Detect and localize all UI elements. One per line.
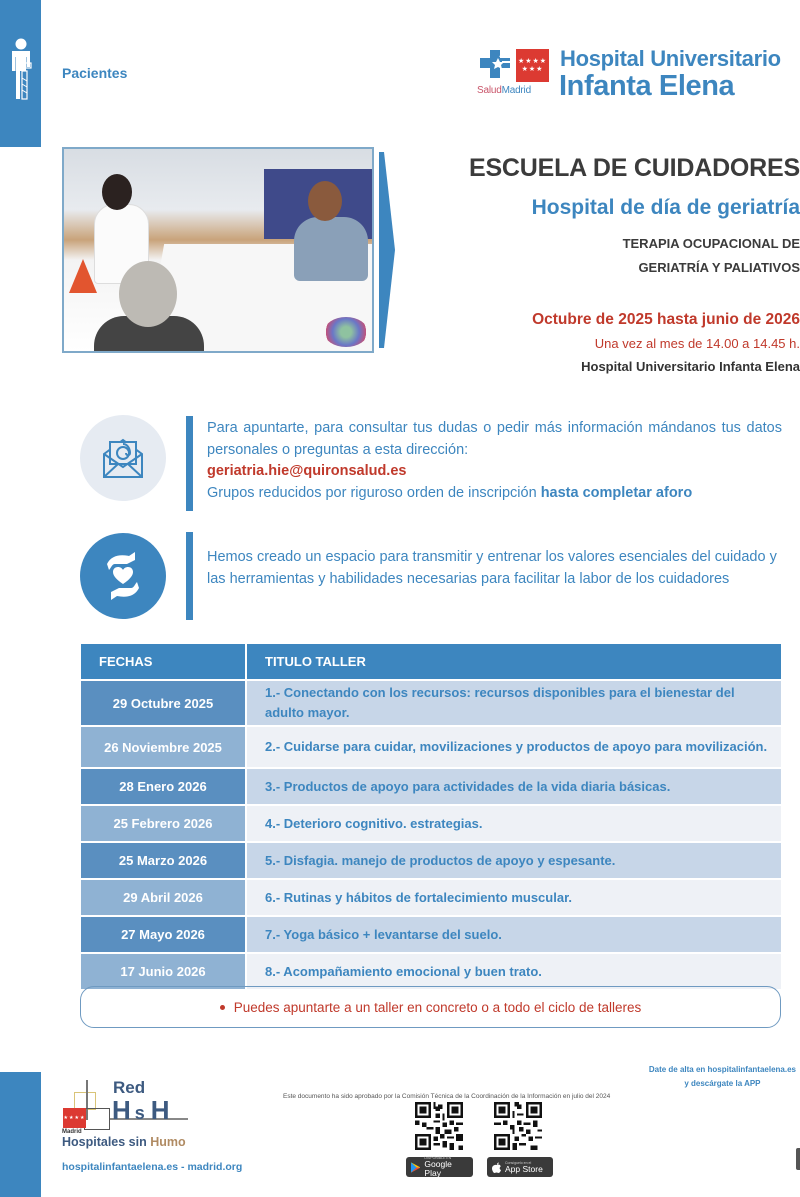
workshop-title: 3.- Productos de apoyo para actividades de la vida diaria básicas. [247, 769, 781, 804]
madrid-label: Madrid [62, 1129, 82, 1135]
photo-patient-front [94, 261, 204, 353]
care-block [80, 532, 800, 622]
hsh-red-label: Red [113, 1078, 146, 1097]
email-icon-circle [80, 415, 166, 501]
table-row [81, 917, 781, 952]
table-row [81, 843, 781, 878]
madrid-flag-icon: ★★★★ ★★★ [516, 49, 549, 82]
workshops-table [81, 642, 781, 991]
contact-intro: Para apuntarte, para consultar tus dudas o pedir más información mándanos tus datos personales o preguntas a esta dirección: [207, 420, 782, 458]
website-links[interactable]: hospitalinfantaelena.es - madrid.org [62, 1161, 243, 1173]
caring-hands-heart-icon [99, 548, 147, 604]
workshop-date: 17 Junio 2026 [81, 954, 247, 989]
workshop-note [80, 986, 781, 1028]
therapy-label [623, 232, 800, 280]
workshop-date: 28 Enero 2026 [81, 769, 247, 804]
period-text: Octubre de 2025 hasta junio de 2026 [532, 311, 800, 328]
hospitales-sin-humo-logo [62, 1078, 212, 1150]
accent-bar [186, 532, 193, 620]
app-store-button[interactable] [487, 1157, 553, 1177]
workshop-date: 29 Abril 2026 [81, 880, 247, 915]
salud-text: Salud [477, 85, 502, 96]
madrid-flag-icon: ★★★★ [63, 1108, 86, 1128]
workshop-date: 25 Marzo 2026 [81, 843, 247, 878]
side-tab-bottom [0, 1072, 41, 1197]
schedule-text: Una vez al mes de 14.00 a 14.45 h. [594, 336, 800, 351]
page-subtitle: Hospital de día de geriatría [531, 196, 800, 219]
workshop-date: 25 Febrero 2026 [81, 806, 247, 841]
hospital-logo [476, 44, 800, 104]
workshop-date: 29 Octubre 2025 [81, 681, 247, 725]
patient-icon [9, 38, 33, 102]
header-title: TITULO TALLER [247, 644, 781, 679]
sin-humo-part2: Humo [150, 1135, 186, 1149]
side-tab-top [0, 0, 41, 147]
signup-line-1: Date de alta en hospitalinfantaelena.es [648, 1065, 796, 1074]
workshop-date: 26 Noviembre 2025 [81, 727, 247, 767]
hospital-name-line2: Infanta Elena [559, 70, 735, 102]
bullet-icon [220, 1005, 225, 1010]
hsh-h2: H [150, 1095, 174, 1125]
page-title: ESCUELA DE CUIDADORES [468, 154, 800, 182]
google-play-icon [411, 1162, 420, 1173]
note-text: Puedes apuntarte a un taller en concreto o a todo el ciclo de talleres [233, 999, 642, 1015]
table-row [81, 880, 781, 915]
header-dates: FECHAS [81, 644, 247, 679]
signup-note [649, 1063, 796, 1091]
table-row [81, 769, 781, 804]
hsh-letters [112, 1095, 174, 1126]
hsh-h1: H [112, 1095, 135, 1125]
workshop-photo [62, 147, 374, 353]
sin-humo-part1: Hospitales sin [62, 1135, 151, 1149]
google-play-label: Google Play [424, 1159, 452, 1178]
approval-note: Este documento ha sido aprobado por la Comisión Técnica de la Coordinación de la Información en julio del 2024 [283, 1093, 611, 1100]
groups-strong: hasta completar aforo [540, 484, 693, 501]
table-row [81, 681, 781, 725]
contact-text [207, 418, 782, 504]
logo-square-dark [84, 1108, 110, 1130]
salud-madrid-cross-icon [478, 48, 516, 82]
table-header-row [81, 644, 781, 679]
madrid-text: Madrid [501, 85, 531, 96]
workshop-title: 8.- Acompañamiento emocional y buen trato. [247, 954, 781, 989]
care-text: Hemos creado un espacio para transmitir y entrenar los valores esenciales del cuidado y las herramientas y habilidades necesarias para facilitar la labor de los cuidadores [207, 549, 777, 587]
salud-madrid-label [477, 85, 531, 96]
app-store-label: App Store [505, 1163, 543, 1174]
groups-text: Grupos reducidos por riguroso orden de inscripción [207, 484, 541, 501]
photo-mandala [324, 317, 368, 347]
workshop-title: 1.- Conectando con los recursos: recursos disponibles para el bienestar del adulto mayor. [247, 681, 781, 725]
workshop-date: 27 Mayo 2026 [81, 917, 247, 952]
photo-patient-right [294, 181, 364, 281]
table-row [81, 954, 781, 989]
app-store-small: Consíguelo en el [505, 1160, 532, 1165]
hospital-name-line1: Hospital Universitario [560, 46, 781, 71]
page-edge-mark [796, 1148, 800, 1170]
therapy-line-2: GERIATRÍA Y PALIATIVOS [638, 260, 800, 275]
accent-bar [186, 416, 193, 511]
hospitales-sin-humo-label [62, 1135, 186, 1149]
signup-line-2: y descárgate la APP [684, 1079, 761, 1088]
contact-email-link[interactable]: geriatria.hie@quironsalud.es [207, 463, 407, 479]
hsh-s: s [134, 1103, 151, 1123]
chevron-right-icon [379, 152, 395, 348]
apple-icon [492, 1162, 501, 1173]
photo-cone [69, 259, 97, 293]
google-play-button[interactable] [406, 1157, 473, 1177]
contact-block [80, 414, 800, 514]
workshop-title: 6.- Rutinas y hábitos de fortalecimiento muscular. [247, 880, 781, 915]
workshop-title: 7.- Yoga básico + levantarse del suelo. [247, 917, 781, 952]
workshop-title: 2.- Cuidarse para cuidar, movilizaciones y productos de apoyo para movilización. [247, 727, 781, 767]
google-play-small: DISPONIBLE EN [424, 1156, 452, 1160]
email-icon [99, 434, 147, 482]
workshop-title: 4.- Deterioro cognitivo. estrategias. [247, 806, 781, 841]
qr-code-google-play-icon[interactable] [415, 1102, 463, 1150]
table-row [81, 806, 781, 841]
venue-text: Hospital Universitario Infanta Elena [581, 359, 800, 374]
section-label: Pacientes [62, 65, 128, 81]
qr-code-app-store-icon[interactable] [494, 1102, 542, 1150]
therapy-line-1: TERAPIA OCUPACIONAL DE [622, 236, 800, 251]
table-row [81, 727, 781, 767]
care-icon-circle [80, 533, 166, 619]
workshop-title: 5.- Disfagia. manejo de productos de apoyo y espesante. [247, 843, 781, 878]
